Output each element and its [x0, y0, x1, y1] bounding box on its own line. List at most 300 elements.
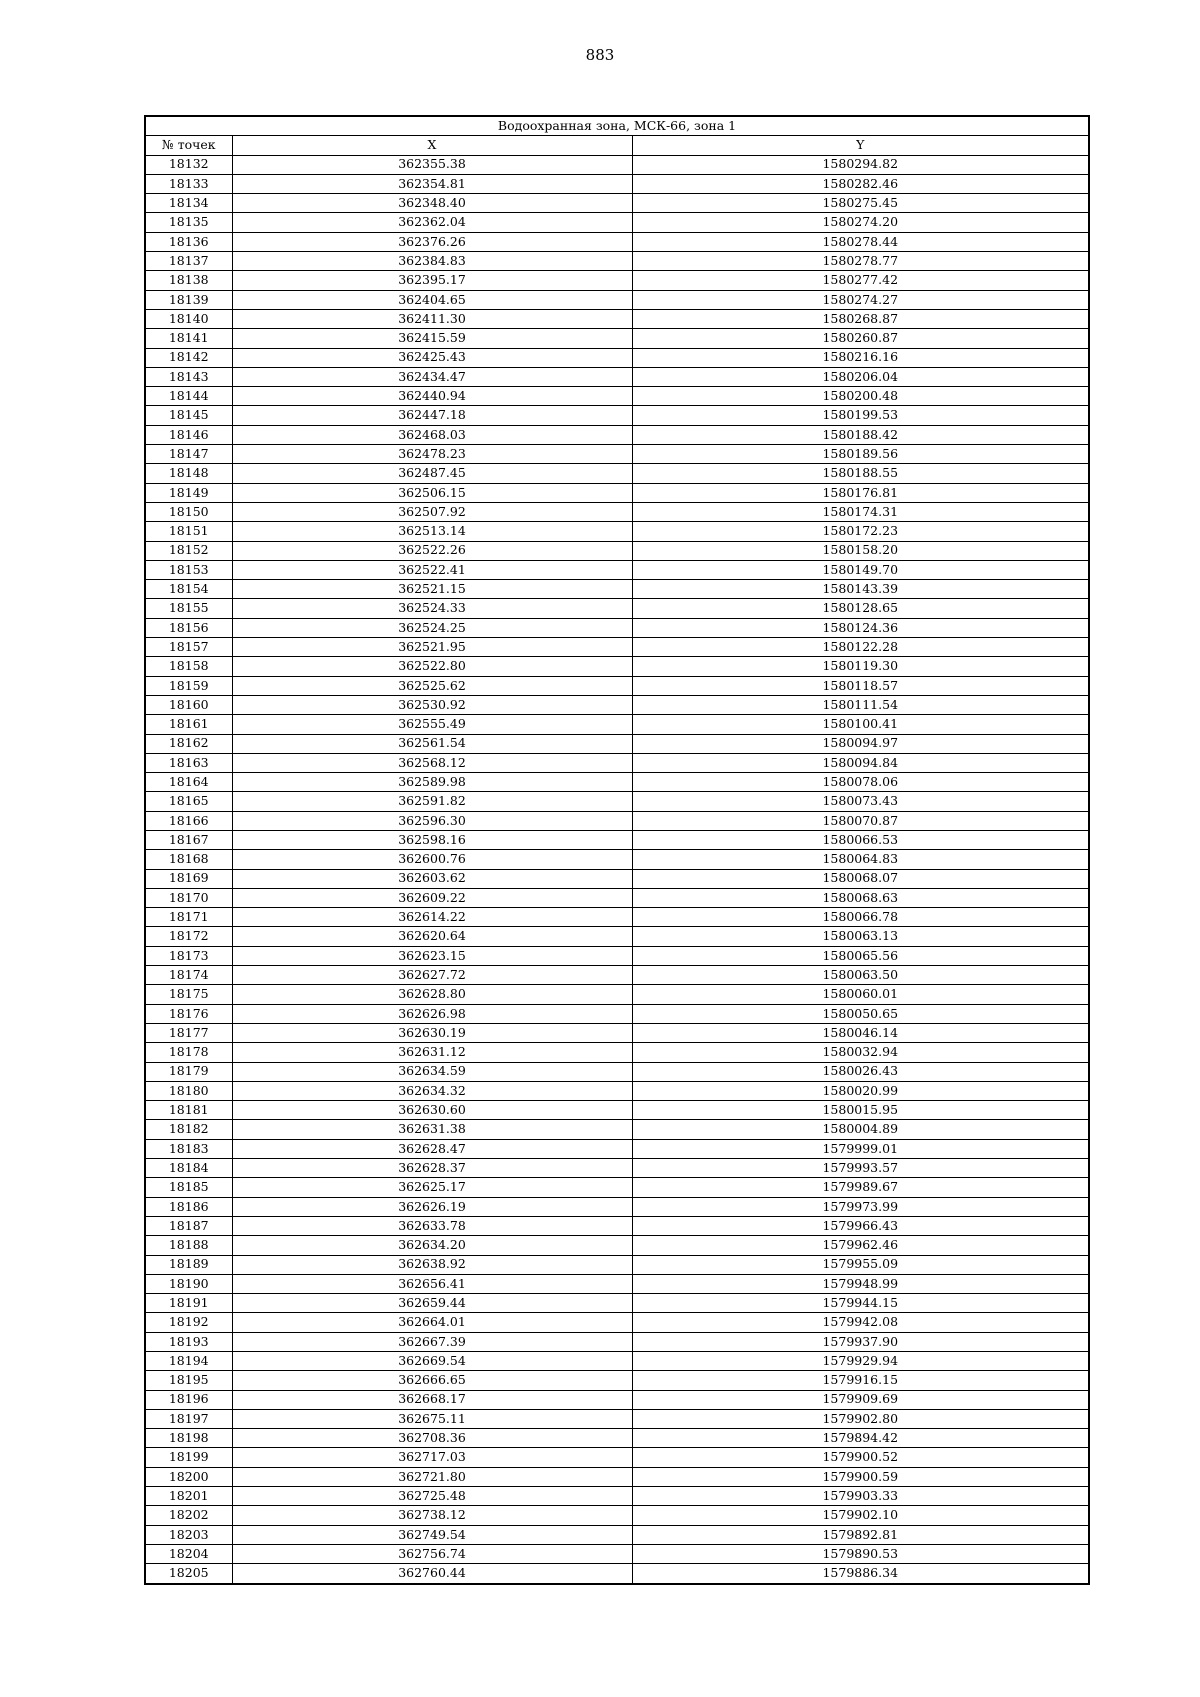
cell-y: 1580174.31: [632, 502, 1089, 521]
cell-x: 362530.92: [232, 695, 632, 714]
cell-point-number: 18134: [145, 194, 232, 213]
cell-point-number: 18179: [145, 1062, 232, 1081]
cell-y: 1580094.84: [632, 753, 1089, 772]
cell-x: 362756.74: [232, 1544, 632, 1563]
table-row: [145, 599, 1089, 618]
table-row: [145, 1062, 1089, 1081]
cell-y: 1580143.39: [632, 580, 1089, 599]
cell-point-number: 18139: [145, 290, 232, 309]
cell-y: 1580274.27: [632, 290, 1089, 309]
table-row: [145, 1525, 1089, 1544]
table-row: [145, 773, 1089, 792]
cell-point-number: 18153: [145, 560, 232, 579]
cell-x: 362634.59: [232, 1062, 632, 1081]
cell-y: 1580278.77: [632, 252, 1089, 271]
cell-y: 1580046.14: [632, 1023, 1089, 1042]
cell-y: 1580188.42: [632, 425, 1089, 444]
table-row: [145, 811, 1089, 830]
cell-y: 1579966.43: [632, 1216, 1089, 1235]
cell-point-number: 18132: [145, 155, 232, 174]
table-row: [145, 1313, 1089, 1332]
cell-point-number: 18151: [145, 522, 232, 541]
cell-y: 1580274.20: [632, 213, 1089, 232]
cell-y: 1580199.53: [632, 406, 1089, 425]
cell-x: 362415.59: [232, 329, 632, 348]
table-row: [145, 1101, 1089, 1120]
cell-point-number: 18167: [145, 830, 232, 849]
cell-x: 362627.72: [232, 966, 632, 985]
cell-y: 1580078.06: [632, 773, 1089, 792]
cell-x: 362725.48: [232, 1487, 632, 1506]
table-row: [145, 1197, 1089, 1216]
cell-point-number: 18136: [145, 232, 232, 251]
table-row: [145, 676, 1089, 695]
cell-x: 362411.30: [232, 309, 632, 328]
table-row: [145, 1390, 1089, 1409]
table-row: [145, 1081, 1089, 1100]
cell-y: 1579902.80: [632, 1409, 1089, 1428]
cell-y: 1579890.53: [632, 1544, 1089, 1563]
cell-y: 1580282.46: [632, 174, 1089, 193]
cell-x: 362668.17: [232, 1390, 632, 1409]
cell-point-number: 18145: [145, 406, 232, 425]
cell-point-number: 18182: [145, 1120, 232, 1139]
table-row: [145, 1332, 1089, 1351]
cell-point-number: 18157: [145, 638, 232, 657]
cell-x: 362633.78: [232, 1216, 632, 1235]
cell-point-number: 18199: [145, 1448, 232, 1467]
cell-point-number: 18191: [145, 1294, 232, 1313]
cell-point-number: 18174: [145, 966, 232, 985]
cell-point-number: 18146: [145, 425, 232, 444]
table-row: [145, 1352, 1089, 1371]
table-row: [145, 1004, 1089, 1023]
cell-point-number: 18158: [145, 657, 232, 676]
table-row: [145, 753, 1089, 772]
cell-x: 362376.26: [232, 232, 632, 251]
table-row: [145, 946, 1089, 965]
cell-point-number: 18149: [145, 483, 232, 502]
cell-x: 362628.37: [232, 1159, 632, 1178]
cell-x: 362638.92: [232, 1255, 632, 1274]
cell-x: 362425.43: [232, 348, 632, 367]
cell-y: 1580277.42: [632, 271, 1089, 290]
cell-point-number: 18176: [145, 1004, 232, 1023]
cell-x: 362738.12: [232, 1506, 632, 1525]
cell-y: 1579955.09: [632, 1255, 1089, 1274]
cell-x: 362659.44: [232, 1294, 632, 1313]
table-row: [145, 618, 1089, 637]
cell-x: 362669.54: [232, 1352, 632, 1371]
cell-y: 1580260.87: [632, 329, 1089, 348]
table-row: [145, 1274, 1089, 1293]
cell-x: 362600.76: [232, 850, 632, 869]
table-row: [145, 580, 1089, 599]
cell-x: 362589.98: [232, 773, 632, 792]
cell-y: 1580118.57: [632, 676, 1089, 695]
table-row: [145, 908, 1089, 927]
cell-y: 1580100.41: [632, 715, 1089, 734]
table-row: [145, 541, 1089, 560]
cell-x: 362355.38: [232, 155, 632, 174]
header-point-number: № точек: [145, 136, 232, 155]
cell-y: 1580111.54: [632, 695, 1089, 714]
cell-y: 1579948.99: [632, 1274, 1089, 1293]
cell-x: 362628.47: [232, 1139, 632, 1158]
cell-x: 362708.36: [232, 1429, 632, 1448]
cell-point-number: 18192: [145, 1313, 232, 1332]
cell-point-number: 18161: [145, 715, 232, 734]
cell-y: 1579902.10: [632, 1506, 1089, 1525]
cell-y: 1580188.55: [632, 464, 1089, 483]
cell-x: 362468.03: [232, 425, 632, 444]
cell-point-number: 18196: [145, 1390, 232, 1409]
cell-x: 362561.54: [232, 734, 632, 753]
cell-point-number: 18173: [145, 946, 232, 965]
cell-point-number: 18178: [145, 1043, 232, 1062]
table-row: [145, 638, 1089, 657]
cell-point-number: 18186: [145, 1197, 232, 1216]
cell-x: 362630.60: [232, 1101, 632, 1120]
cell-point-number: 18203: [145, 1525, 232, 1544]
cell-y: 1580094.97: [632, 734, 1089, 753]
cell-y: 1580070.87: [632, 811, 1089, 830]
cell-y: 1580128.65: [632, 599, 1089, 618]
cell-y: 1580268.87: [632, 309, 1089, 328]
table-row: [145, 1487, 1089, 1506]
cell-point-number: 18184: [145, 1159, 232, 1178]
cell-point-number: 18172: [145, 927, 232, 946]
cell-y: 1580275.45: [632, 194, 1089, 213]
table-row: [145, 850, 1089, 869]
cell-point-number: 18201: [145, 1487, 232, 1506]
table-row: [145, 309, 1089, 328]
cell-x: 362434.47: [232, 367, 632, 386]
cell-x: 362630.19: [232, 1023, 632, 1042]
table-row: [145, 213, 1089, 232]
cell-y: 1579892.81: [632, 1525, 1089, 1544]
cell-point-number: 18137: [145, 252, 232, 271]
cell-point-number: 18140: [145, 309, 232, 328]
cell-point-number: 18170: [145, 888, 232, 907]
cell-y: 1580189.56: [632, 445, 1089, 464]
cell-y: 1580124.36: [632, 618, 1089, 637]
cell-point-number: 18197: [145, 1409, 232, 1428]
table-row: [145, 985, 1089, 1004]
table-row: [145, 1236, 1089, 1255]
cell-point-number: 18138: [145, 271, 232, 290]
cell-point-number: 18183: [145, 1139, 232, 1158]
cell-point-number: 18181: [145, 1101, 232, 1120]
table-header-row: [145, 136, 1089, 155]
cell-y: 1580063.50: [632, 966, 1089, 985]
table-row: [145, 1159, 1089, 1178]
cell-point-number: 18164: [145, 773, 232, 792]
cell-y: 1579973.99: [632, 1197, 1089, 1216]
cell-x: 362348.40: [232, 194, 632, 213]
cell-x: 362664.01: [232, 1313, 632, 1332]
cell-x: 362598.16: [232, 830, 632, 849]
table-row: [145, 445, 1089, 464]
cell-x: 362625.17: [232, 1178, 632, 1197]
cell-point-number: 18163: [145, 753, 232, 772]
cell-x: 362506.15: [232, 483, 632, 502]
cell-y: 1580060.01: [632, 985, 1089, 1004]
cell-point-number: 18148: [145, 464, 232, 483]
cell-y: 1579903.33: [632, 1487, 1089, 1506]
page-number: 883: [585, 46, 615, 64]
table-row: [145, 715, 1089, 734]
table-row: [145, 155, 1089, 174]
table-row: [145, 966, 1089, 985]
cell-x: 362631.12: [232, 1043, 632, 1062]
cell-point-number: 18177: [145, 1023, 232, 1042]
cell-point-number: 18188: [145, 1236, 232, 1255]
cell-y: 1579909.69: [632, 1390, 1089, 1409]
cell-point-number: 18141: [145, 329, 232, 348]
cell-point-number: 18194: [145, 1352, 232, 1371]
cell-x: 362634.20: [232, 1236, 632, 1255]
table-row: [145, 927, 1089, 946]
table-row: [145, 888, 1089, 907]
cell-point-number: 18169: [145, 869, 232, 888]
table-row: [145, 502, 1089, 521]
table-title-row: [145, 116, 1089, 136]
cell-x: 362603.62: [232, 869, 632, 888]
table-row: [145, 348, 1089, 367]
cell-x: 362628.80: [232, 985, 632, 1004]
cell-x: 362666.65: [232, 1371, 632, 1390]
cell-x: 362362.04: [232, 213, 632, 232]
table-row: [145, 1371, 1089, 1390]
cell-point-number: 18152: [145, 541, 232, 560]
cell-x: 362634.32: [232, 1081, 632, 1100]
table-row: [145, 1448, 1089, 1467]
table-row: [145, 1506, 1089, 1525]
cell-point-number: 18204: [145, 1544, 232, 1563]
cell-x: 362717.03: [232, 1448, 632, 1467]
cell-x: 362631.38: [232, 1120, 632, 1139]
cell-point-number: 18159: [145, 676, 232, 695]
cell-x: 362675.11: [232, 1409, 632, 1428]
table-row: [145, 1178, 1089, 1197]
cell-y: 1580032.94: [632, 1043, 1089, 1062]
cell-point-number: 18205: [145, 1564, 232, 1584]
cell-x: 362384.83: [232, 252, 632, 271]
cell-point-number: 18154: [145, 580, 232, 599]
cell-y: 1580020.99: [632, 1081, 1089, 1100]
cell-y: 1580158.20: [632, 541, 1089, 560]
table-row: [145, 290, 1089, 309]
cell-y: 1580216.16: [632, 348, 1089, 367]
header-y: Y: [632, 136, 1089, 155]
table-row: [145, 1429, 1089, 1448]
cell-x: 362760.44: [232, 1564, 632, 1584]
cell-x: 362524.33: [232, 599, 632, 618]
cell-x: 362749.54: [232, 1525, 632, 1544]
table-row: [145, 1120, 1089, 1139]
cell-point-number: 18160: [145, 695, 232, 714]
cell-x: 362721.80: [232, 1467, 632, 1486]
cell-x: 362521.15: [232, 580, 632, 599]
table-row: [145, 657, 1089, 676]
table-row: [145, 232, 1089, 251]
cell-x: 362623.15: [232, 946, 632, 965]
cell-x: 362591.82: [232, 792, 632, 811]
cell-point-number: 18189: [145, 1255, 232, 1274]
cell-x: 362667.39: [232, 1332, 632, 1351]
table-row: [145, 1023, 1089, 1042]
cell-y: 1579993.57: [632, 1159, 1089, 1178]
cell-y: 1580015.95: [632, 1101, 1089, 1120]
table-body: [145, 155, 1089, 1583]
cell-x: 362395.17: [232, 271, 632, 290]
table-row: [145, 695, 1089, 714]
cell-x: 362524.25: [232, 618, 632, 637]
cell-x: 362525.62: [232, 676, 632, 695]
cell-x: 362447.18: [232, 406, 632, 425]
cell-point-number: 18166: [145, 811, 232, 830]
cell-y: 1580176.81: [632, 483, 1089, 502]
cell-y: 1579900.59: [632, 1467, 1089, 1486]
table-row: [145, 425, 1089, 444]
cell-y: 1580004.89: [632, 1120, 1089, 1139]
cell-point-number: 18171: [145, 908, 232, 927]
cell-y: 1580119.30: [632, 657, 1089, 676]
cell-point-number: 18187: [145, 1216, 232, 1235]
table-row: [145, 1139, 1089, 1158]
table-row: [145, 560, 1089, 579]
cell-y: 1580278.44: [632, 232, 1089, 251]
cell-point-number: 18144: [145, 387, 232, 406]
cell-y: 1580068.63: [632, 888, 1089, 907]
cell-y: 1579916.15: [632, 1371, 1089, 1390]
table-row: [145, 869, 1089, 888]
cell-y: 1580066.53: [632, 830, 1089, 849]
cell-y: 1579944.15: [632, 1294, 1089, 1313]
cell-x: 362522.41: [232, 560, 632, 579]
cell-y: 1580050.65: [632, 1004, 1089, 1023]
cell-x: 362555.49: [232, 715, 632, 734]
cell-y: 1579894.42: [632, 1429, 1089, 1448]
cell-point-number: 18150: [145, 502, 232, 521]
table-row: [145, 387, 1089, 406]
cell-point-number: 18195: [145, 1371, 232, 1390]
table-title: Водоохранная зона, МСК-66, зона 1: [145, 116, 1089, 136]
cell-point-number: 18193: [145, 1332, 232, 1351]
table-row: [145, 271, 1089, 290]
cell-x: 362626.98: [232, 1004, 632, 1023]
table-row: [145, 830, 1089, 849]
table-row: [145, 367, 1089, 386]
table-row: [145, 792, 1089, 811]
table-row: [145, 252, 1089, 271]
cell-x: 362522.80: [232, 657, 632, 676]
table-row: [145, 1255, 1089, 1274]
cell-x: 362522.26: [232, 541, 632, 560]
cell-point-number: 18162: [145, 734, 232, 753]
table-row: [145, 174, 1089, 193]
cell-x: 362487.45: [232, 464, 632, 483]
cell-point-number: 18135: [145, 213, 232, 232]
cell-x: 362404.65: [232, 290, 632, 309]
cell-y: 1580206.04: [632, 367, 1089, 386]
cell-point-number: 18142: [145, 348, 232, 367]
cell-y: 1579886.34: [632, 1564, 1089, 1584]
cell-point-number: 18202: [145, 1506, 232, 1525]
cell-y: 1579929.94: [632, 1352, 1089, 1371]
cell-y: 1580172.23: [632, 522, 1089, 541]
cell-point-number: 18175: [145, 985, 232, 1004]
table-row: [145, 734, 1089, 753]
cell-y: 1579999.01: [632, 1139, 1089, 1158]
cell-y: 1580066.78: [632, 908, 1089, 927]
cell-x: 362614.22: [232, 908, 632, 927]
cell-x: 362656.41: [232, 1274, 632, 1293]
cell-point-number: 18180: [145, 1081, 232, 1100]
table-row: [145, 1544, 1089, 1563]
cell-point-number: 18143: [145, 367, 232, 386]
header-x: X: [232, 136, 632, 155]
cell-point-number: 18200: [145, 1467, 232, 1486]
cell-point-number: 18168: [145, 850, 232, 869]
coordinates-table: [144, 115, 1090, 1585]
table-row: [145, 1043, 1089, 1062]
cell-x: 362620.64: [232, 927, 632, 946]
cell-y: 1580026.43: [632, 1062, 1089, 1081]
table-row: [145, 194, 1089, 213]
cell-y: 1579900.52: [632, 1448, 1089, 1467]
cell-x: 362626.19: [232, 1197, 632, 1216]
cell-point-number: 18155: [145, 599, 232, 618]
cell-y: 1580149.70: [632, 560, 1089, 579]
cell-x: 362513.14: [232, 522, 632, 541]
cell-y: 1580063.13: [632, 927, 1089, 946]
cell-y: 1580068.07: [632, 869, 1089, 888]
cell-y: 1579942.08: [632, 1313, 1089, 1332]
cell-x: 362507.92: [232, 502, 632, 521]
table-row: [145, 1467, 1089, 1486]
cell-point-number: 18147: [145, 445, 232, 464]
table-row: [145, 464, 1089, 483]
cell-y: 1579937.90: [632, 1332, 1089, 1351]
table-row: [145, 522, 1089, 541]
cell-x: 362609.22: [232, 888, 632, 907]
table-row: [145, 329, 1089, 348]
cell-y: 1579962.46: [632, 1236, 1089, 1255]
cell-x: 362478.23: [232, 445, 632, 464]
table-row: [145, 1409, 1089, 1428]
cell-y: 1579989.67: [632, 1178, 1089, 1197]
table-row: [145, 406, 1089, 425]
cell-y: 1580073.43: [632, 792, 1089, 811]
cell-x: 362521.95: [232, 638, 632, 657]
cell-x: 362568.12: [232, 753, 632, 772]
cell-y: 1580200.48: [632, 387, 1089, 406]
cell-x: 362440.94: [232, 387, 632, 406]
cell-y: 1580294.82: [632, 155, 1089, 174]
cell-point-number: 18156: [145, 618, 232, 637]
cell-point-number: 18198: [145, 1429, 232, 1448]
cell-point-number: 18133: [145, 174, 232, 193]
table-row: [145, 1216, 1089, 1235]
cell-x: 362354.81: [232, 174, 632, 193]
table-row: [145, 1564, 1089, 1584]
cell-y: 1580064.83: [632, 850, 1089, 869]
cell-y: 1580122.28: [632, 638, 1089, 657]
table-row: [145, 483, 1089, 502]
cell-point-number: 18185: [145, 1178, 232, 1197]
